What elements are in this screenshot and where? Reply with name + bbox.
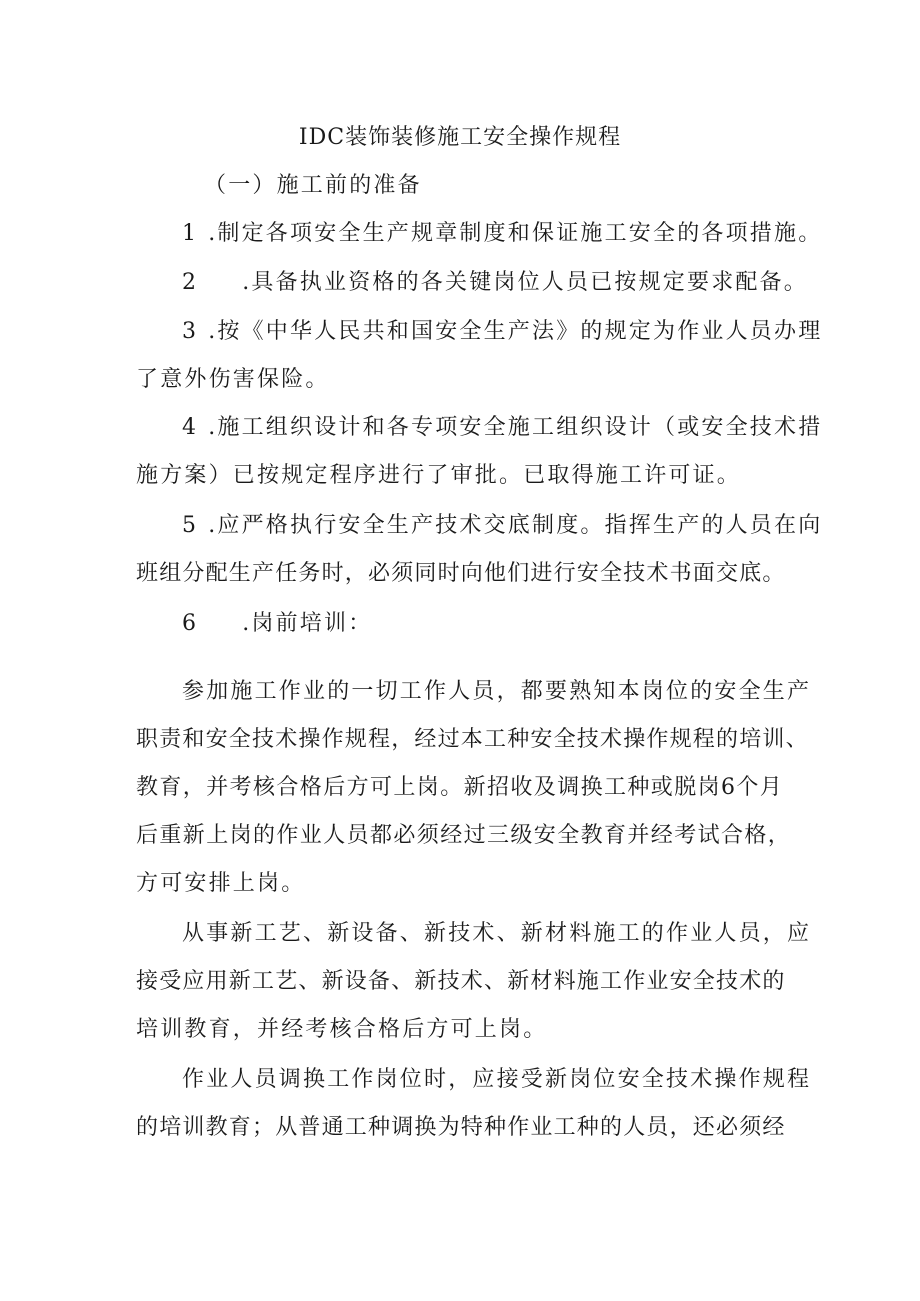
paragraph-line: 的培训教育；从普通工种调换为特种作业工种的人员，还必须经 [136, 1115, 786, 1140]
paragraph-line: 接受应用新工艺、新设备、新技术、新材料施工作业安全技术的 [136, 969, 786, 994]
list-item-5 [182, 510, 822, 542]
document-title: IDC装饰装修施工安全操作规程 [298, 125, 622, 150]
list-item-3-continuation: 了意外伤害保险。 [136, 367, 330, 392]
item-text: .岗前培训： [242, 611, 373, 636]
list-item-2 [182, 267, 808, 299]
paragraph-line: 参加施工作业的一切工作人员，都要熟知本岗位的安全生产 [182, 679, 812, 704]
item-text: .应严格执行安全生产技术交底制度。指挥生产的人员在向 [208, 513, 823, 538]
item-number: 6 [182, 611, 199, 636]
item-text: .施工组织设计和各专项安全施工组织设计（或安全技术措 [208, 415, 823, 440]
item-text: .按《中华人民共和国安全生产法》的规定为作业人员办理 [208, 319, 823, 344]
item-text: .具备执业资格的各关键岗位人员已按规定要求配备。 [242, 270, 808, 295]
item-number: 5 [182, 513, 199, 538]
paragraph-line: 教育，并考核合格后方可上岗。新招收及调换工种或脱岗6个月 [136, 775, 784, 800]
list-item-6 [182, 608, 372, 640]
list-item-5-continuation: 班组分配生产任务时，必须同时向他们进行安全技术书面交底。 [136, 561, 786, 586]
paragraph-line: 职责和安全技术操作规程，经过本工种安全技术操作规程的培训、 [136, 727, 809, 752]
paragraph-line: 作业人员调换工作岗位时，应接受新岗位安全技术操作规程 [182, 1067, 812, 1092]
item-number: 3 [182, 319, 199, 344]
list-item-4-continuation: 施方案）已按规定程序进行了审批。已取得施工许可证。 [136, 463, 742, 488]
paragraph-line: 培训教育，并经考核合格后方可上岗。 [136, 1017, 548, 1042]
list-item-3 [182, 316, 822, 348]
item-number: 4 [182, 415, 199, 440]
paragraph-line: 从事新工艺、新设备、新技术、新材料施工的作业人员，应 [182, 921, 812, 946]
item-number: 2 [182, 270, 199, 295]
paragraph-line: 后重新上岗的作业人员都必须经过三级安全教育并经考试合格， [136, 823, 792, 848]
item-number: 1 [182, 221, 199, 246]
item-text: .制定各项安全生产规章制度和保证施工安全的各项措施。 [208, 221, 823, 246]
list-item-1 [182, 218, 822, 250]
paragraph-line: 方可安排上岗。 [136, 871, 306, 896]
list-item-4 [182, 412, 822, 444]
section-heading: （一）施工前的准备 [204, 173, 422, 198]
